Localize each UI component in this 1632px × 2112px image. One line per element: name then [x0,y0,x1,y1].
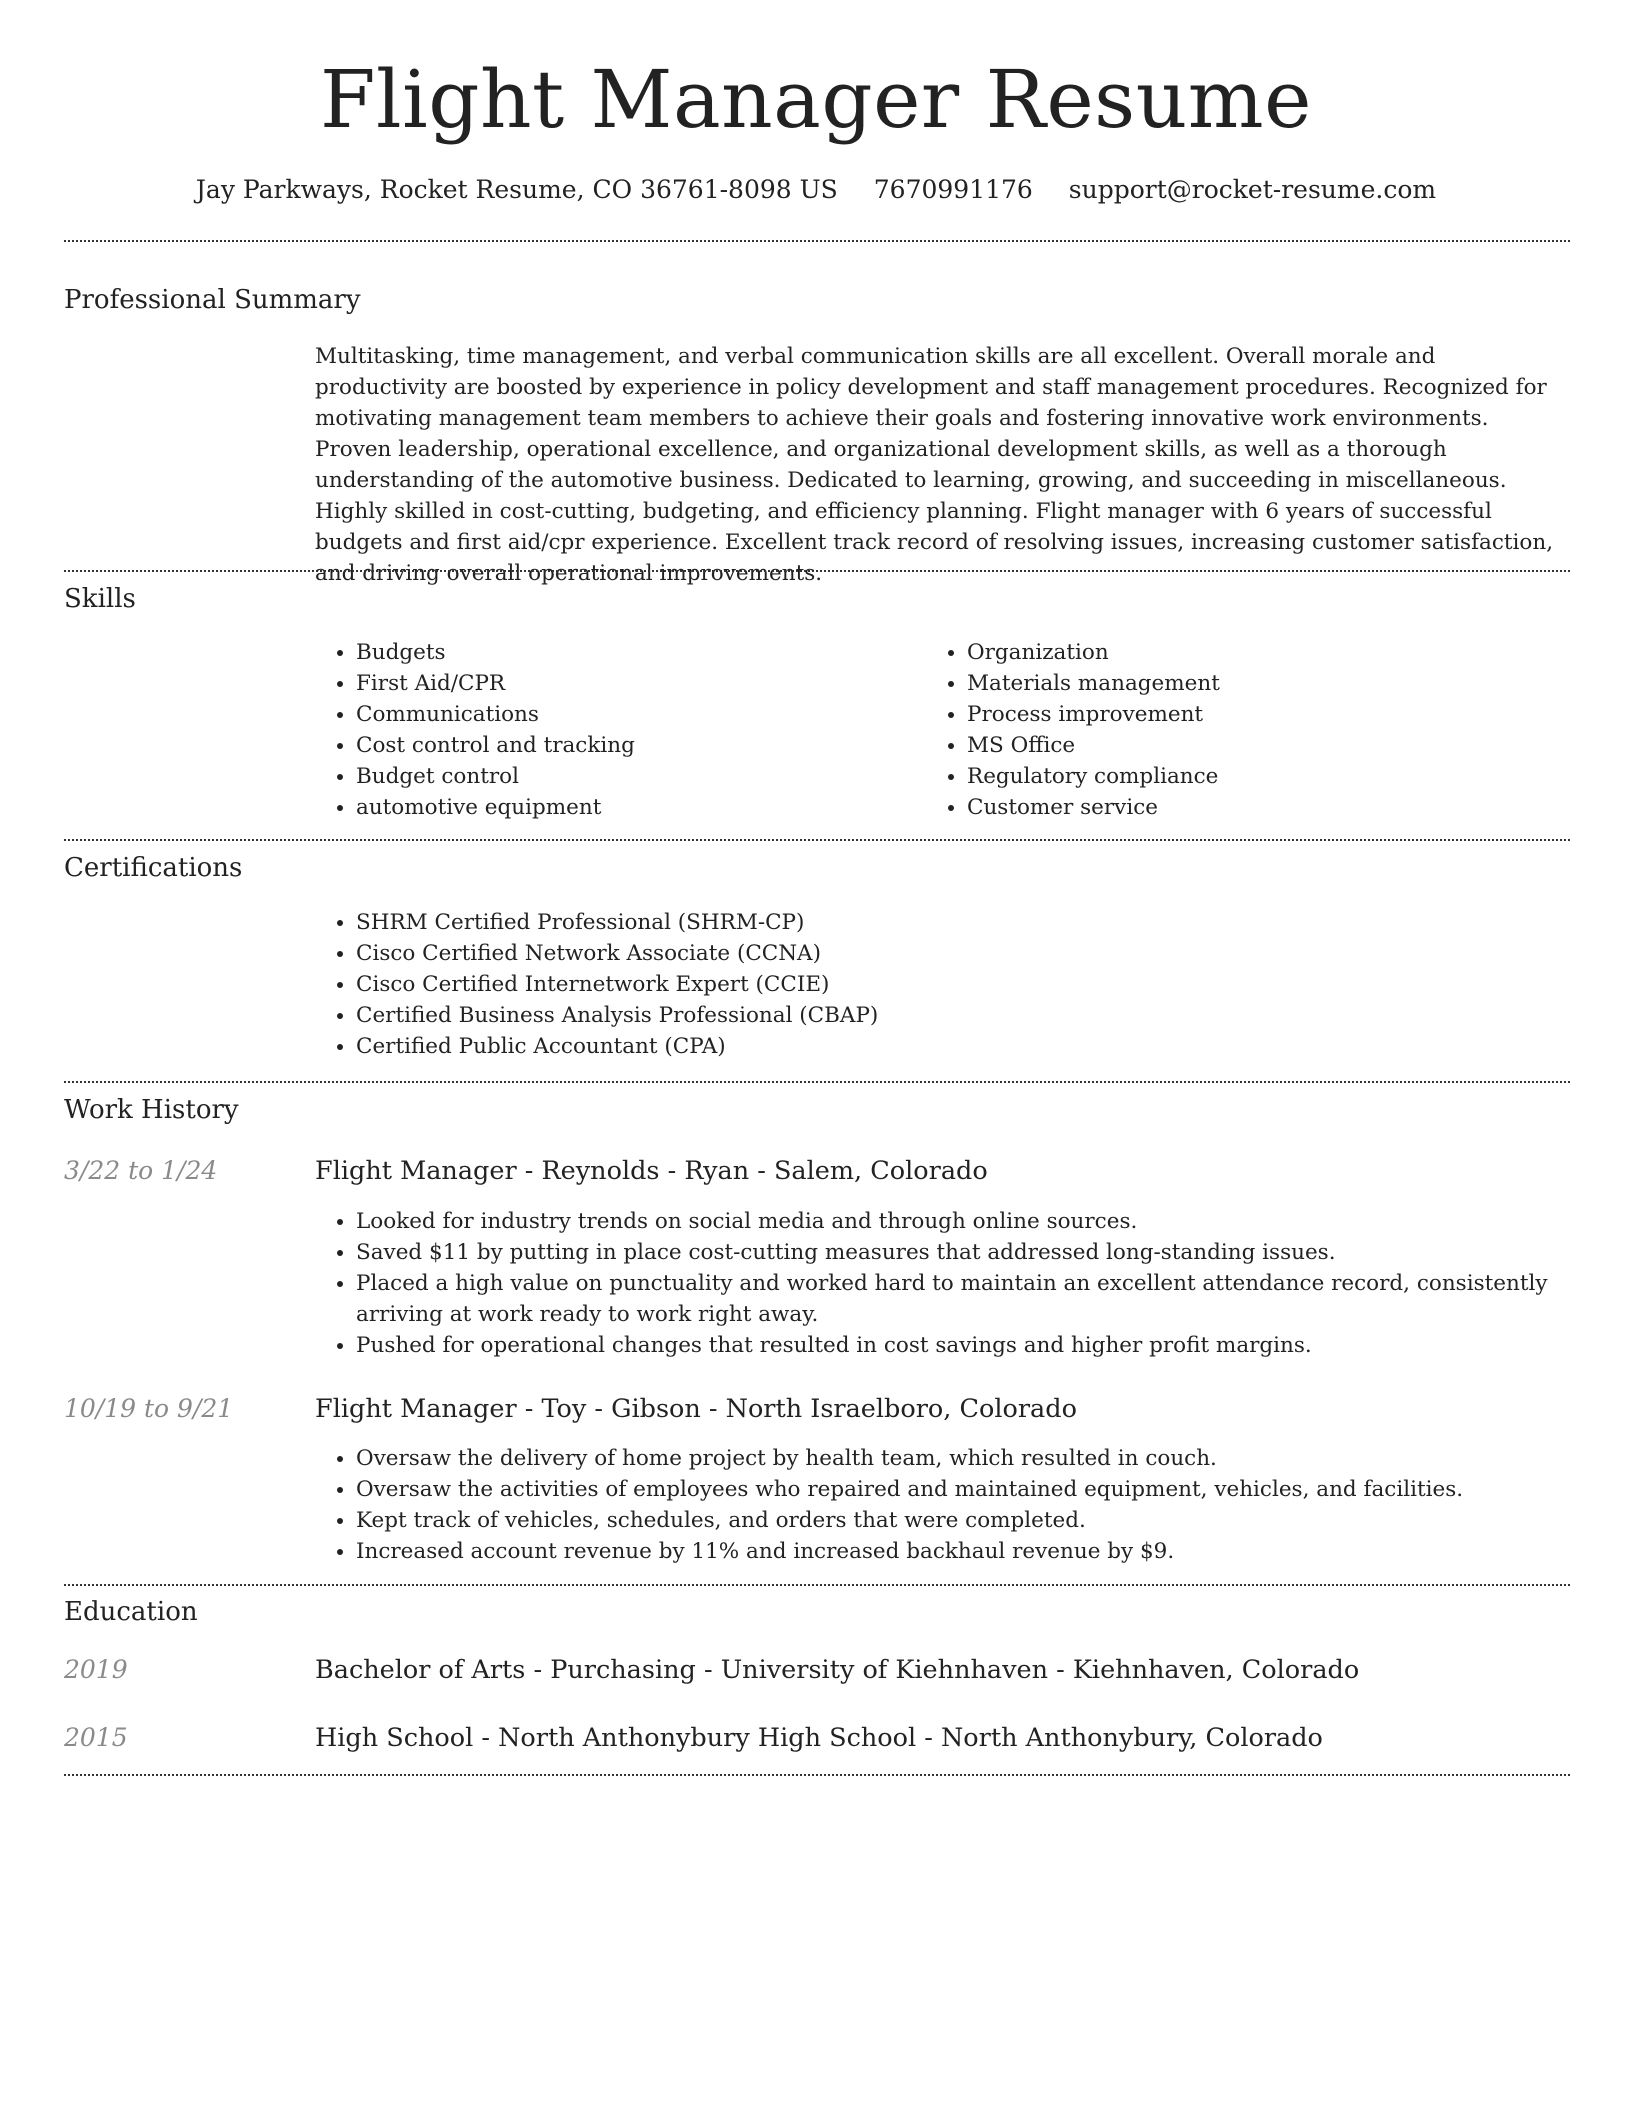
list-item: • Oversaw the activities of employees who repaired and maintained equipment, vehicles, and facilities. [356,1474,1616,1505]
contact-info [0,172,1632,208]
job-bullets [312,1206,1616,1361]
education-degree: Bachelor of Arts - Purchasing - University of Kiehnhaven - Kiehnhaven, Colorado [315,1655,1360,1685]
divider [64,240,1570,242]
contact-email: support@rocket-resume.com [1068,175,1437,204]
contact-phone: 7670991176 [873,175,1033,204]
job-dates: 3/22 to 1/24 [64,1156,218,1185]
list-item: • SHRM Certified Professional (SHRM-CP) [356,907,1556,938]
job-bullets [312,1443,1616,1567]
divider [64,1584,1570,1586]
section-heading-work-history: Work History [64,1095,239,1125]
contact-address: Jay Parkways, Rocket Resume, CO 36761-8098 US [195,175,838,204]
divider [64,1081,1570,1083]
certifications-list [312,907,1556,1062]
list-item: • Cost control and tracking [356,730,916,761]
list-item: • Communications [356,699,916,730]
list-item: • Regulatory compliance [967,761,1567,792]
list-item: • Cisco Certified Internetwork Expert (CCIE) [356,969,1556,1000]
list-item: • Certified Public Accountant (CPA) [356,1031,1556,1062]
divider [64,1774,1570,1776]
section-heading-certifications: Certifications [64,853,243,883]
job-dates: 10/19 to 9/21 [64,1394,234,1423]
list-item: • Cisco Certified Network Associate (CCNA) [356,938,1556,969]
job-title: Flight Manager - Reynolds - Ryan - Salem, Colorado [315,1156,988,1186]
education-year: 2019 [64,1655,128,1684]
resume-title: Flight Manager Resume [320,53,1312,146]
list-item: • Budgets [356,637,916,668]
section-heading-skills: Skills [64,584,136,614]
divider [64,839,1570,841]
section-heading-summary: Professional Summary [64,285,361,315]
list-item: • MS Office [967,730,1567,761]
list-item: • Increased account revenue by 11% and increased backhaul revenue by $9. [356,1536,1616,1567]
list-item: • Materials management [967,668,1567,699]
list-item: • Customer service [967,792,1567,823]
skills-list-right [923,637,1567,823]
list-item: • Placed a high value on punctuality and worked hard to maintain an excellent attendance record, consistently arriving at work ready to work right away. [356,1268,1616,1330]
job-title: Flight Manager - Toy - Gibson - North Israelboro, Colorado [315,1394,1077,1424]
list-item: • Budget control [356,761,916,792]
list-item: • Looked for industry trends on social media and through online sources. [356,1206,1616,1237]
list-item: • Process improvement [967,699,1567,730]
list-item: • First Aid/CPR [356,668,916,699]
list-item: • Organization [967,637,1567,668]
education-year: 2015 [64,1723,128,1752]
list-item: • Kept track of vehicles, schedules, and orders that were completed. [356,1505,1616,1536]
list-item: • Certified Business Analysis Professional (CBAP) [356,1000,1556,1031]
list-item: • Oversaw the delivery of home project by health team, which resulted in couch. [356,1443,1616,1474]
list-item: • Pushed for operational changes that resulted in cost savings and higher profit margins. [356,1330,1616,1361]
section-heading-education: Education [64,1597,198,1627]
education-degree: High School - North Anthonybury High School - North Anthonybury, Colorado [315,1723,1323,1753]
list-item: • automotive equipment [356,792,916,823]
list-item: • Saved $11 by putting in place cost-cutting measures that addressed long-standing issues. [356,1237,1616,1268]
summary-text: Multitasking, time management, and verbal communication skills are all excellent. Overall morale and productivity are boosted by experience in policy development and staff management procedures. Recognized for motivating management team members to achieve their goals and fostering innovative work environments. Proven leadership, operational excellence, and organizational development skills, as well as a thorough understanding of the automotive business. Dedicated to learning, growing, and succeeding in miscellaneous. Highly skilled in cost-cutting, budgeting, and efficiency planning. Flight manager with 6 years of successful budgets and first aid/cpr experience. Excellent track record of resolving issues, increasing customer satisfaction, and driving overall operational improvements. [315,344,1554,586]
skills-list-left [312,637,916,823]
divider [64,570,1570,572]
